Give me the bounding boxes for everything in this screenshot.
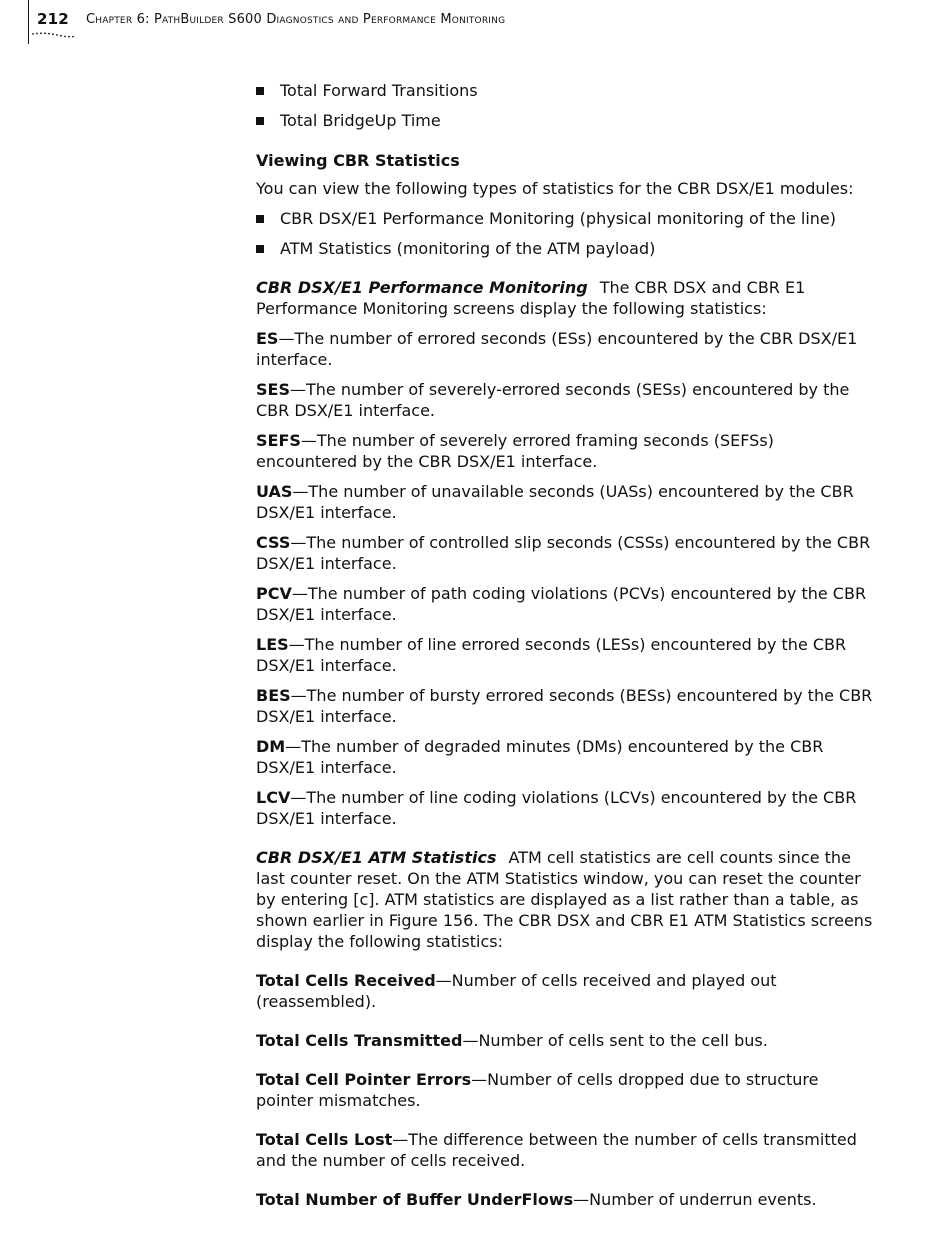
definition-item: LES—The number of line errored seconds (LESs) encountered by the CBR DSX/E1 interface. <box>256 635 847 675</box>
definition-item: BES—The number of bursty errored seconds (BESs) encountered by the CBR DSX/E1 interface. <box>256 686 873 726</box>
page-number: 212 <box>37 10 69 28</box>
list-item: Total Forward Transitions <box>256 80 876 101</box>
definition-item: SEFS—The number of severely errored framing seconds (SEFSs) encountered by the CBR DSX/E1 interface. <box>256 431 774 471</box>
perf-monitoring-intro: CBR DSX/E1 Performance Monitoring The CBR DSX and CBR E1 Performance Monitoring screens display the following statistics: <box>256 278 806 318</box>
dotted-corner-ornament <box>31 32 75 40</box>
definition-item: SES—The number of severely-errored seconds (SESs) encountered by the CBR DSX/E1 interface. <box>256 380 850 420</box>
definition-term: PCV <box>256 584 292 603</box>
definition-term: LCV <box>256 788 291 807</box>
definition-term: ES <box>256 329 279 348</box>
bullet-square-icon <box>256 245 264 253</box>
definition-item: PCV—The number of path coding violations (PCVs) encountered by the CBR DSX/E1 interface. <box>256 584 867 624</box>
page-body <box>256 80 876 1228</box>
run-in-heading: CBR DSX/E1 ATM Statistics <box>256 848 497 867</box>
definition-item: Total Cells Lost—The difference between the number of cells transmitted and the number of cells received. <box>256 1130 857 1170</box>
definition-item: CSS—The number of controlled slip seconds (CSSs) encountered by the CBR DSX/E1 interface. <box>256 533 871 573</box>
definition-item: Total Cells Transmitted—Number of cells sent to the cell bus. <box>256 1031 768 1050</box>
definition-item: Total Cell Pointer Errors—Number of cells dropped due to structure pointer mismatches. <box>256 1070 819 1110</box>
definition-term: CSS <box>256 533 291 552</box>
running-title: Chapter 6: PathBuilder S600 Diagnostics and Performance Monitoring <box>86 12 506 27</box>
corner-rule <box>28 0 29 44</box>
definition-term: LES <box>256 635 289 654</box>
page-header <box>0 0 950 48</box>
list-item: ATM Statistics (monitoring of the ATM payload) <box>256 238 876 259</box>
top-bullet-list <box>256 80 876 131</box>
definition-item: Total Number of Buffer UnderFlows—Number of underrun events. <box>256 1190 817 1209</box>
list-item: Total BridgeUp Time <box>256 110 876 131</box>
definition-term: DM <box>256 737 286 756</box>
definition-term: Total Cells Lost <box>256 1130 393 1149</box>
definition-term: SEFS <box>256 431 301 450</box>
definition-item: UAS—The number of unavailable seconds (UASs) encountered by the CBR DSX/E1 interface. <box>256 482 854 522</box>
definition-term: UAS <box>256 482 293 501</box>
definition-term: BES <box>256 686 291 705</box>
atm-statistics-intro: CBR DSX/E1 ATM Statistics ATM cell statistics are cell counts since the last counter reset. On the ATM Statistics window, you can reset the counter by entering [c]. ATM statistics are displayed as a list rather than a table, as shown earlier in Figure 156. The CBR DSX and CBR E1 ATM Statistics screens display the following statistics: <box>256 848 873 951</box>
definition-item: Total Cells Received—Number of cells received and played out (reassembled). <box>256 971 777 1011</box>
list-item: CBR DSX/E1 Performance Monitoring (physical monitoring of the line) <box>256 208 876 229</box>
bullet-square-icon <box>256 215 264 223</box>
section-intro: You can view the following types of statistics for the CBR DSX/E1 modules: <box>256 179 854 198</box>
cbr-bullet-list <box>256 208 876 259</box>
definition-term: Total Number of Buffer UnderFlows <box>256 1190 574 1209</box>
definition-term: SES <box>256 380 290 399</box>
definition-term: Total Cells Received <box>256 971 436 990</box>
section-heading: Viewing CBR Statistics <box>256 151 460 170</box>
definition-term: Total Cell Pointer Errors <box>256 1070 472 1089</box>
bullet-square-icon <box>256 87 264 95</box>
definition-item: ES—The number of errored seconds (ESs) encountered by the CBR DSX/E1 interface. <box>256 329 858 369</box>
definition-item: DM—The number of degraded minutes (DMs) encountered by the CBR DSX/E1 interface. <box>256 737 824 777</box>
bullet-square-icon <box>256 117 264 125</box>
definition-term: Total Cells Transmitted <box>256 1031 463 1050</box>
definition-item: LCV—The number of line coding violations (LCVs) encountered by the CBR DSX/E1 interface. <box>256 788 857 828</box>
run-in-heading: CBR DSX/E1 Performance Monitoring <box>256 278 588 297</box>
